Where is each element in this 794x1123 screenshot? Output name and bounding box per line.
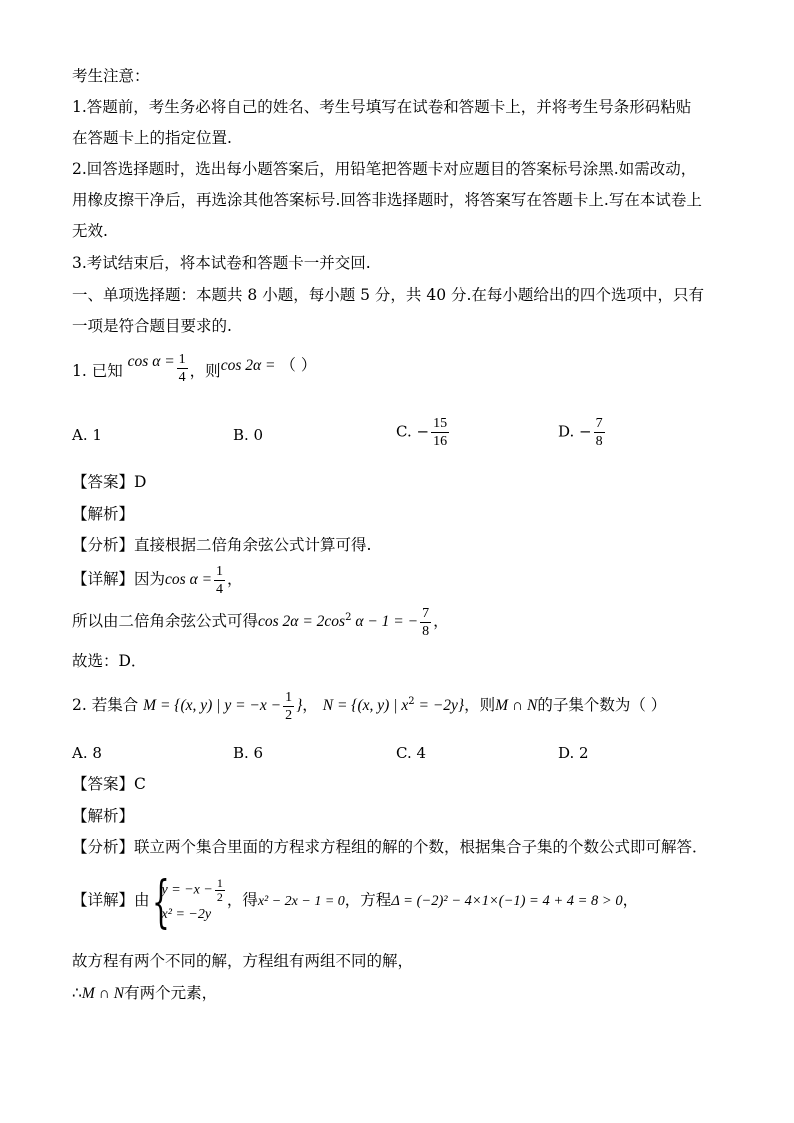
q2-tail: 的子集个数为（ ） (537, 696, 667, 714)
q1-detail-post: ， (227, 570, 243, 588)
q2-option-b: B. 6 (233, 744, 264, 762)
q1-given-lhs: cos α = (127, 353, 175, 370)
q1-target: cos 2α = (220, 357, 276, 374)
q1-option-a: A. 1 (72, 426, 102, 444)
q1-fenxi-tag: 【分析】 (72, 536, 135, 554)
q1-paren: （ ） (280, 356, 317, 374)
q2-sys-row1 (162, 877, 227, 904)
q2-n-sup: 2 (408, 695, 415, 707)
q2-equation-system (151, 869, 227, 935)
q1-detail-tag: 【详解】 (72, 570, 135, 588)
q2-stem (72, 688, 666, 724)
q1-option-d-den: 8 (595, 434, 603, 449)
q2-sep: ， (302, 696, 318, 714)
notice-item-3: 3.考试结束后，将本试卷和答题卡一并交回. (72, 254, 371, 272)
q2-line3 (72, 983, 217, 1004)
notice-title: 考生注意： (72, 67, 150, 85)
q1-given-frac (177, 351, 188, 386)
q1-prefix: 1. 已知 (72, 362, 123, 380)
q2-eq: x² − 2x − 1 = 0 (257, 894, 345, 909)
q2-brace-icon: { (151, 869, 170, 935)
q1-option-b: B. 0 (233, 426, 264, 444)
q2-m-close: } (296, 697, 303, 714)
notice-item-1b: 在答题卡上的指定位置. (72, 129, 232, 147)
q1-detail (72, 562, 243, 598)
q1-fenxi-text: 直接根据二倍角余弦公式计算可得. (134, 536, 372, 554)
q2-sys-row1-expr: y = −x − (161, 882, 213, 898)
q1-option-c-sign: − (416, 422, 430, 441)
q1-option-d-sign: − (579, 422, 592, 441)
q2-option-a: A. 8 (72, 744, 102, 762)
q1-option-c-num: 15 (433, 416, 448, 431)
q2-m-den: 2 (285, 707, 293, 723)
q1-option-c-den: 16 (433, 434, 448, 449)
q1-option-d-num: 7 (595, 416, 603, 431)
q2-option-c: C. 4 (396, 744, 427, 762)
q2-therefore-icon: ∴ (72, 984, 82, 1002)
q1-so-pre: 所以由二倍角余弦公式可得 (72, 612, 259, 630)
q1-detail-frac (214, 563, 225, 598)
q2-delta: Δ = (−2)² − 4×1×(−1) = 4 + 4 = 8 > 0 (391, 893, 623, 909)
q1-so-expr2: α − 1 = − (351, 613, 419, 630)
q2-sys-row1-den: 2 (216, 889, 223, 904)
q2-mn: M ∩ N (495, 697, 538, 714)
q2-detail-tag: 【详解】 (72, 891, 135, 909)
q1-analysis-tag: 【解析】 (72, 505, 135, 523)
q2-analysis-tag: 【解析】 (72, 807, 135, 825)
q1-detail-expr: cos α = (165, 571, 213, 588)
q2-line2: 故方程有两个不同的解，方程组有两组不同的解， (72, 952, 414, 970)
q2-sys-row1-frac (215, 877, 225, 904)
q1-stem (72, 352, 316, 391)
q1-so-sup: 2 (345, 611, 352, 623)
q2-line3-mn: M ∩ N (81, 985, 125, 1002)
q2-line3-post: 有两个元素， (124, 984, 218, 1002)
q2-detail-you: 由 (134, 891, 150, 909)
q1-given-den: 4 (178, 369, 186, 385)
q2-n-expr2: = −2y} (414, 697, 465, 714)
q1-so-den: 8 (422, 623, 430, 639)
q2-de: ，得 (226, 891, 258, 909)
q2-end: ， (622, 891, 639, 909)
notice-item-2a: 2.回答选择题时，选出每小题答案后，用铅笔把答题卡对应题目的答案标号涂黑.如需改动， (72, 160, 697, 178)
q2-fenxi (72, 837, 708, 857)
q2-answer-tag: 【答案】 (72, 775, 135, 793)
q2-sys-row1-num: 1 (216, 875, 223, 890)
q2-fenxi-text: 联立两个集合里面的方程求方程组的解的个数，根据集合子集的个数公式即可解答． (134, 838, 708, 856)
section-heading-b: 一项是符合题目要求的. (72, 317, 232, 335)
q1-option-c-frac (431, 415, 449, 450)
q1-option-d-frac (594, 415, 605, 450)
q2-fc: ，方程 (344, 891, 392, 909)
q2-option-d: D. 2 (558, 744, 589, 762)
q1-answer-tag: 【答案】 (72, 473, 135, 491)
q1-detail-den: 4 (216, 581, 224, 597)
q1-option-d (558, 415, 607, 450)
q1-option-d-label: D. (558, 422, 575, 441)
q2-n-expr: N = {(x, y) | x (322, 697, 409, 714)
q1-option-c-label: C. (396, 422, 412, 441)
q1-detail-num: 1 (216, 563, 224, 579)
q1-so (72, 604, 449, 640)
q2-prefix: 2. 若集合 (72, 696, 139, 714)
q1-choose: 故选：D． (72, 652, 147, 670)
notice-item-1a: 1.答题前，考生务必将自己的姓名、考生号填写在试卷和答题卡上，并将考生号条形码粘贴 (72, 98, 692, 116)
q2-m-frac (283, 689, 294, 724)
q2-mid: ，则 (464, 696, 496, 714)
q2-answer (72, 774, 146, 794)
q1-so-frac (420, 605, 431, 640)
notice-item-2c: 无效. (72, 222, 108, 240)
q1-so-expr: cos 2α = 2cos (258, 613, 346, 630)
q1-answer-value: D (134, 473, 147, 491)
q1-answer (72, 472, 146, 492)
q2-sys-row2: x² = −2y (161, 906, 212, 922)
q1-mid: ，则 (189, 362, 221, 380)
q2-m-expr: M = {(x, y) | y = −x − (143, 697, 282, 714)
q1-so-post: ， (433, 612, 449, 630)
q1-option-c (396, 415, 451, 450)
notice-item-2b: 用橡皮擦干净后，再选涂其他答案标号.回答非选择题时，将答案写在答题卡上.写在本试卷上 (72, 191, 702, 209)
q2-fenxi-tag: 【分析】 (72, 838, 135, 856)
q1-given-num: 1 (178, 351, 186, 367)
q2-answer-value: C (134, 775, 146, 793)
q2-m-num: 1 (285, 689, 293, 705)
q1-fenxi (72, 535, 371, 555)
q1-detail-pre: 因为 (134, 570, 166, 588)
section-heading-a: 一、单项选择题：本题共 8 小题，每小题 5 分，共 40 分.在每小题给出的四个选项中，只有 (72, 286, 704, 304)
q1-so-num: 7 (422, 605, 430, 621)
q2-detail (72, 869, 639, 935)
